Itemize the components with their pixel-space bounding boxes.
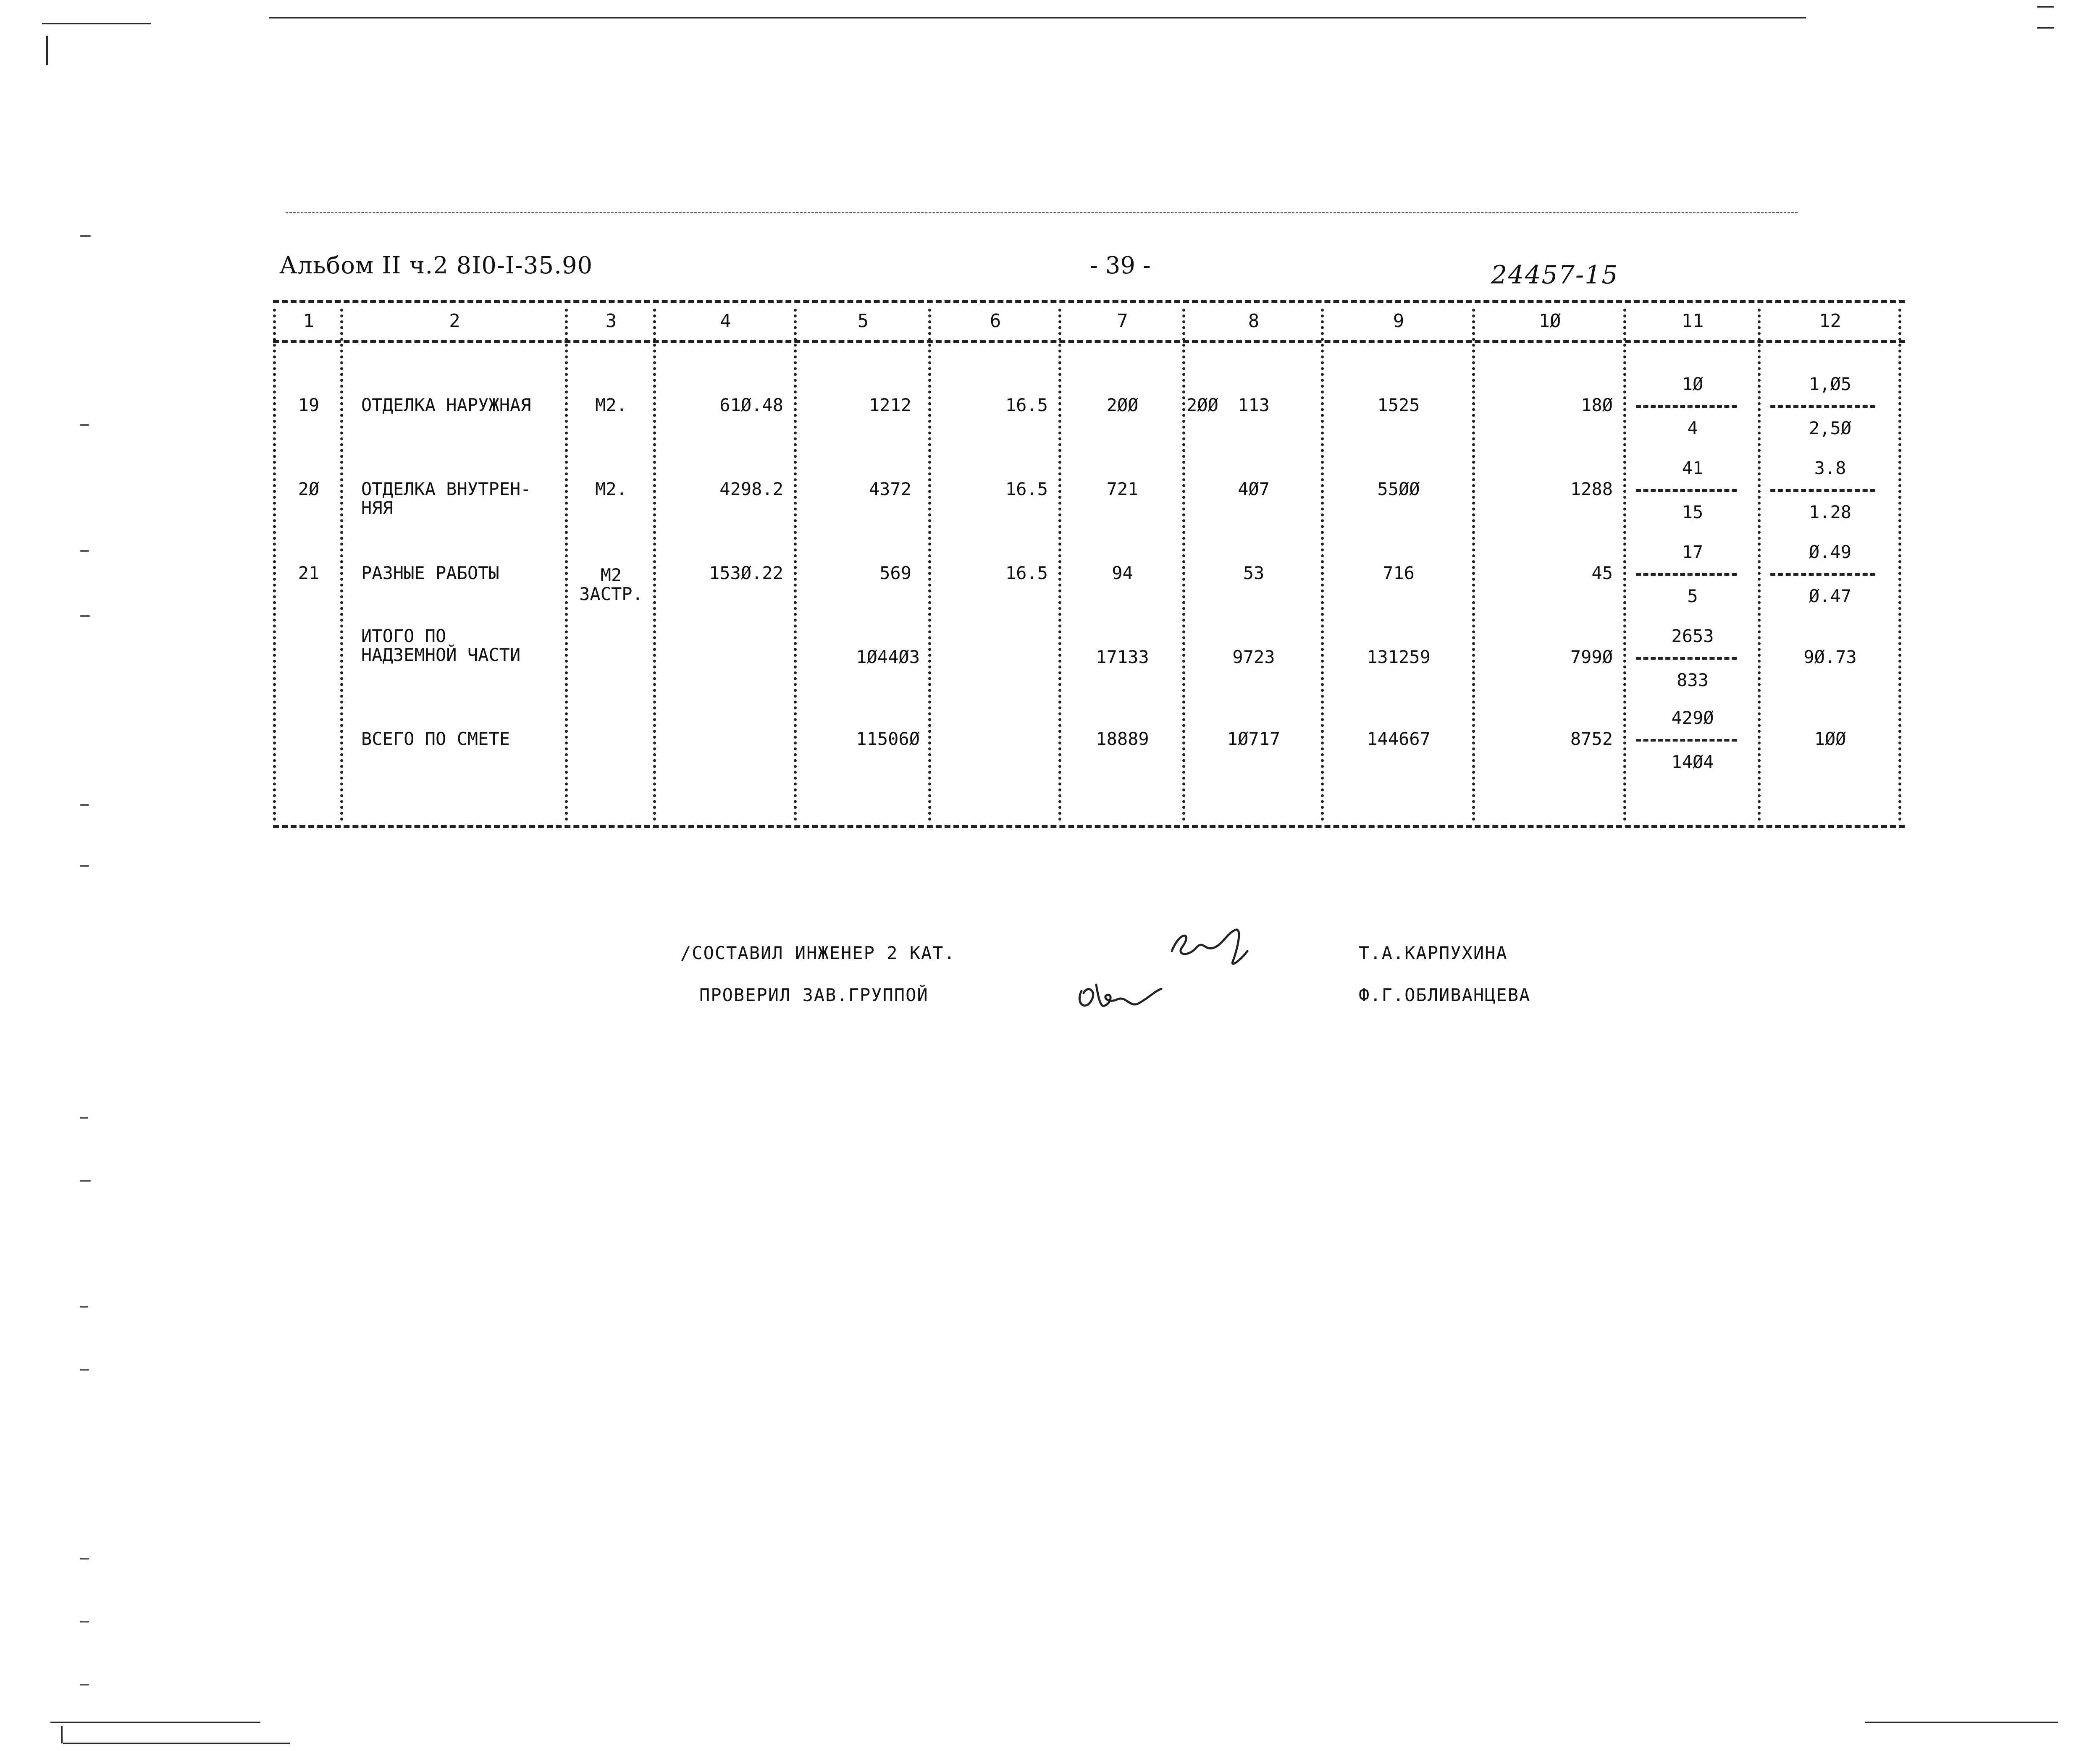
column-separator <box>1472 309 1475 821</box>
work-name-continued: НЯЯ <box>361 498 393 518</box>
cell-col9: 55ØØ <box>1377 479 1420 499</box>
cell-col5: 1212 <box>869 395 911 415</box>
column-header: 7 <box>1117 310 1128 332</box>
page-number: - 39 - <box>1090 252 1151 279</box>
margin-mark <box>80 235 91 237</box>
cell-col12-bottom: 1.28 <box>1809 502 1852 522</box>
cell-col12-top: 3.8 <box>1814 458 1846 478</box>
cell-col7: 2ØØ <box>1106 395 1139 415</box>
column-separator <box>1321 309 1324 821</box>
margin-mark <box>80 424 89 426</box>
cell-col11-top: 41 <box>1682 458 1704 478</box>
margin-mark <box>80 1117 88 1119</box>
margin-mark <box>80 1558 89 1560</box>
cell-col8: 4Ø7 <box>1238 479 1270 499</box>
column-header: 2 <box>449 310 460 332</box>
fraction-line <box>1770 489 1875 492</box>
column-separator <box>1758 309 1761 821</box>
unit: М2. <box>595 479 627 499</box>
column-separator <box>928 309 931 821</box>
cell-col5: 11506Ø <box>856 729 920 749</box>
document-code: 24457-15 <box>1491 260 1619 290</box>
row-number: 19 <box>298 395 320 415</box>
column-separator <box>653 309 656 821</box>
cell-col12: 1ØØ <box>1814 729 1846 749</box>
cell-col11-bottom: 833 <box>1677 670 1709 690</box>
top-right-mark-2 <box>2037 27 2054 29</box>
cell-col4: 153Ø.22 <box>709 563 783 583</box>
cell-col12-bottom: 2,5Ø <box>1809 418 1852 438</box>
cell-col11-top: 2653 <box>1671 626 1714 646</box>
cell-col9: 716 <box>1383 563 1415 583</box>
column-separator <box>340 309 343 821</box>
column-header: 8 <box>1248 310 1260 332</box>
cell-col10: 1288 <box>1570 479 1613 499</box>
fraction-line <box>1636 489 1737 492</box>
cell-col11-bottom: 4 <box>1687 418 1698 438</box>
cell-col8: 9723 <box>1232 647 1275 667</box>
cell-col12: 9Ø.73 <box>1803 647 1857 667</box>
checker-signature <box>1071 974 1189 1020</box>
column-separator <box>1182 309 1185 821</box>
cell-col12-top: 1,Ø5 <box>1809 374 1852 394</box>
subtotal-label-continued: НАДЗЕМНОЙ ЧАСТИ <box>361 645 521 665</box>
fraction-line <box>1636 657 1737 660</box>
unit: М2 <box>600 565 622 585</box>
compiled-by-label: /СОСТАВИЛ ИНЖЕНЕР 2 КАТ. <box>680 943 956 963</box>
cell-col7: 721 <box>1106 479 1139 499</box>
margin-mark <box>80 1306 88 1308</box>
margin-mark <box>80 1621 89 1623</box>
cell-col5: 569 <box>879 563 911 583</box>
estimate-table: 1 2 3 4 5 6 7 8 9 1Ø 11 12 19 ОТДЕЛКА НАРУЖНАЯ М2. 61Ø.48 1212 16.5 2ØØ 2ØØ 113 1525 18Ø 1Ø 4 1,Ø5 2,5Ø 2Ø ОТДЕЛКА ВНУТРЕН- НЯЯ М2. 4298.2 4372 16.5 721 4Ø7 55ØØ 1288 41 15 3.8 1.28 21 РАЗНЫЕ РАБОТЫ М2 ЗАСТР. 153Ø.22 569 16.5 94 53 716 45 17 5 Ø.49 Ø.47 ИТОГО ПО НАДЗЕМНОЙ ЧАСТИ 1Ø44Ø3 17133 9723 131259 799Ø 2653 833 9Ø.73 ВСЕГО ПО СМЕТЕ 11506Ø 18889 1Ø717 144667 8752 429Ø 14Ø4 1ØØ <box>273 296 1905 831</box>
cell-col4: 4298.2 <box>719 479 783 499</box>
column-header: 6 <box>990 310 1001 332</box>
margin-mark <box>80 1684 89 1685</box>
table-bottom-border <box>273 825 1905 828</box>
bottom-right-dash <box>1865 1722 2058 1723</box>
cell-col6: 16.5 <box>1005 479 1048 499</box>
column-separator <box>794 309 797 821</box>
compiler-signature <box>1163 922 1273 972</box>
unit: М2. <box>595 395 627 415</box>
cell-col12-bottom: Ø.47 <box>1809 586 1852 606</box>
margin-mark <box>80 1180 91 1182</box>
row-number: 21 <box>298 563 320 583</box>
column-separator <box>273 309 276 821</box>
cell-col11-bottom: 5 <box>1687 586 1698 606</box>
left-edge-tick <box>46 36 48 65</box>
column-header: 1 <box>303 310 315 332</box>
cell-col10: 799Ø <box>1570 647 1613 667</box>
fraction-line <box>1636 573 1737 576</box>
cell-col11-top: 1Ø <box>1682 374 1704 394</box>
table-top-border <box>273 300 1905 303</box>
margin-mark <box>80 804 89 806</box>
cell-col10: 8752 <box>1570 729 1613 749</box>
cell-col11-bottom: 15 <box>1682 502 1704 522</box>
top-right-mark <box>2037 6 2054 8</box>
bottom-left-edge-line <box>63 1743 290 1744</box>
cell-col8: 53 <box>1243 563 1265 583</box>
cell-col11-top: 429Ø <box>1671 708 1714 728</box>
cell-col6: 16.5 <box>1005 563 1048 583</box>
margin-mark <box>80 1369 89 1371</box>
cell-col5: 4372 <box>869 479 911 499</box>
checked-by-label: ПРОВЕРИЛ ЗАВ.ГРУППОЙ <box>699 985 929 1005</box>
total-label: ВСЕГО ПО СМЕТЕ <box>361 729 510 749</box>
work-name: ОТДЕЛКА ВНУТРЕН- <box>361 479 531 499</box>
subtotal-label: ИТОГО ПО <box>361 626 446 646</box>
cell-col12-top: Ø.49 <box>1809 542 1852 562</box>
margin-mark <box>80 615 90 617</box>
row-number: 2Ø <box>298 479 320 499</box>
cell-col10: 18Ø <box>1581 395 1613 415</box>
cell-col10: 45 <box>1591 563 1613 583</box>
cell-col9: 144667 <box>1367 729 1431 749</box>
fraction-line <box>1636 739 1737 742</box>
bottom-left-edge-tick <box>61 1726 63 1743</box>
cell-col7: 17133 <box>1096 647 1149 667</box>
column-header: 5 <box>857 310 869 332</box>
cell-col8: 113 <box>1238 395 1270 415</box>
column-separator <box>1623 309 1626 821</box>
column-header: 12 <box>1819 310 1841 332</box>
margin-mark <box>80 550 89 552</box>
compiled-by-name: Т.А.КАРПУХИНА <box>1359 943 1508 963</box>
unit-continued: ЗАСТР. <box>579 584 643 604</box>
checked-by-name: Ф.Г.ОБЛИВАНЦЕВА <box>1359 985 1531 1005</box>
cell-col11-bottom: 14Ø4 <box>1671 752 1714 772</box>
column-header: 9 <box>1393 310 1404 332</box>
upper-dashed-fold-line <box>286 212 1798 213</box>
column-separator <box>1058 309 1061 821</box>
fraction-line <box>1636 405 1737 408</box>
work-name: ОТДЕЛКА НАРУЖНАЯ <box>361 395 531 415</box>
column-header: 3 <box>605 310 617 332</box>
cell-col9: 131259 <box>1367 647 1431 667</box>
cell-col8: 1Ø717 <box>1227 729 1281 749</box>
margin-mark <box>80 865 89 867</box>
top-left-edge-mark <box>42 23 151 24</box>
fraction-line <box>1770 405 1875 408</box>
column-header: 1Ø <box>1538 310 1561 332</box>
bottom-left-dash <box>50 1722 260 1723</box>
column-header: 4 <box>720 310 731 332</box>
column-separator <box>565 309 568 821</box>
work-name: РАЗНЫЕ РАБОТЫ <box>361 563 499 583</box>
cell-col4: 61Ø.48 <box>719 395 783 415</box>
column-separator <box>1898 309 1901 821</box>
cell-col6: 16.5 <box>1005 395 1048 415</box>
album-title: Альбом II ч.2 8I0-I-35.90 <box>279 252 593 279</box>
column-header: 11 <box>1681 310 1704 332</box>
cell-col7: 94 <box>1112 563 1133 583</box>
cell-col5: 1Ø44Ø3 <box>856 647 920 667</box>
cell-col9: 1525 <box>1377 395 1420 415</box>
cell-col7: 18889 <box>1096 729 1149 749</box>
table-header-separator <box>273 340 1905 343</box>
top-edge-line <box>269 17 1806 18</box>
fraction-line <box>1770 573 1875 576</box>
cell-col11-top: 17 <box>1682 542 1704 562</box>
